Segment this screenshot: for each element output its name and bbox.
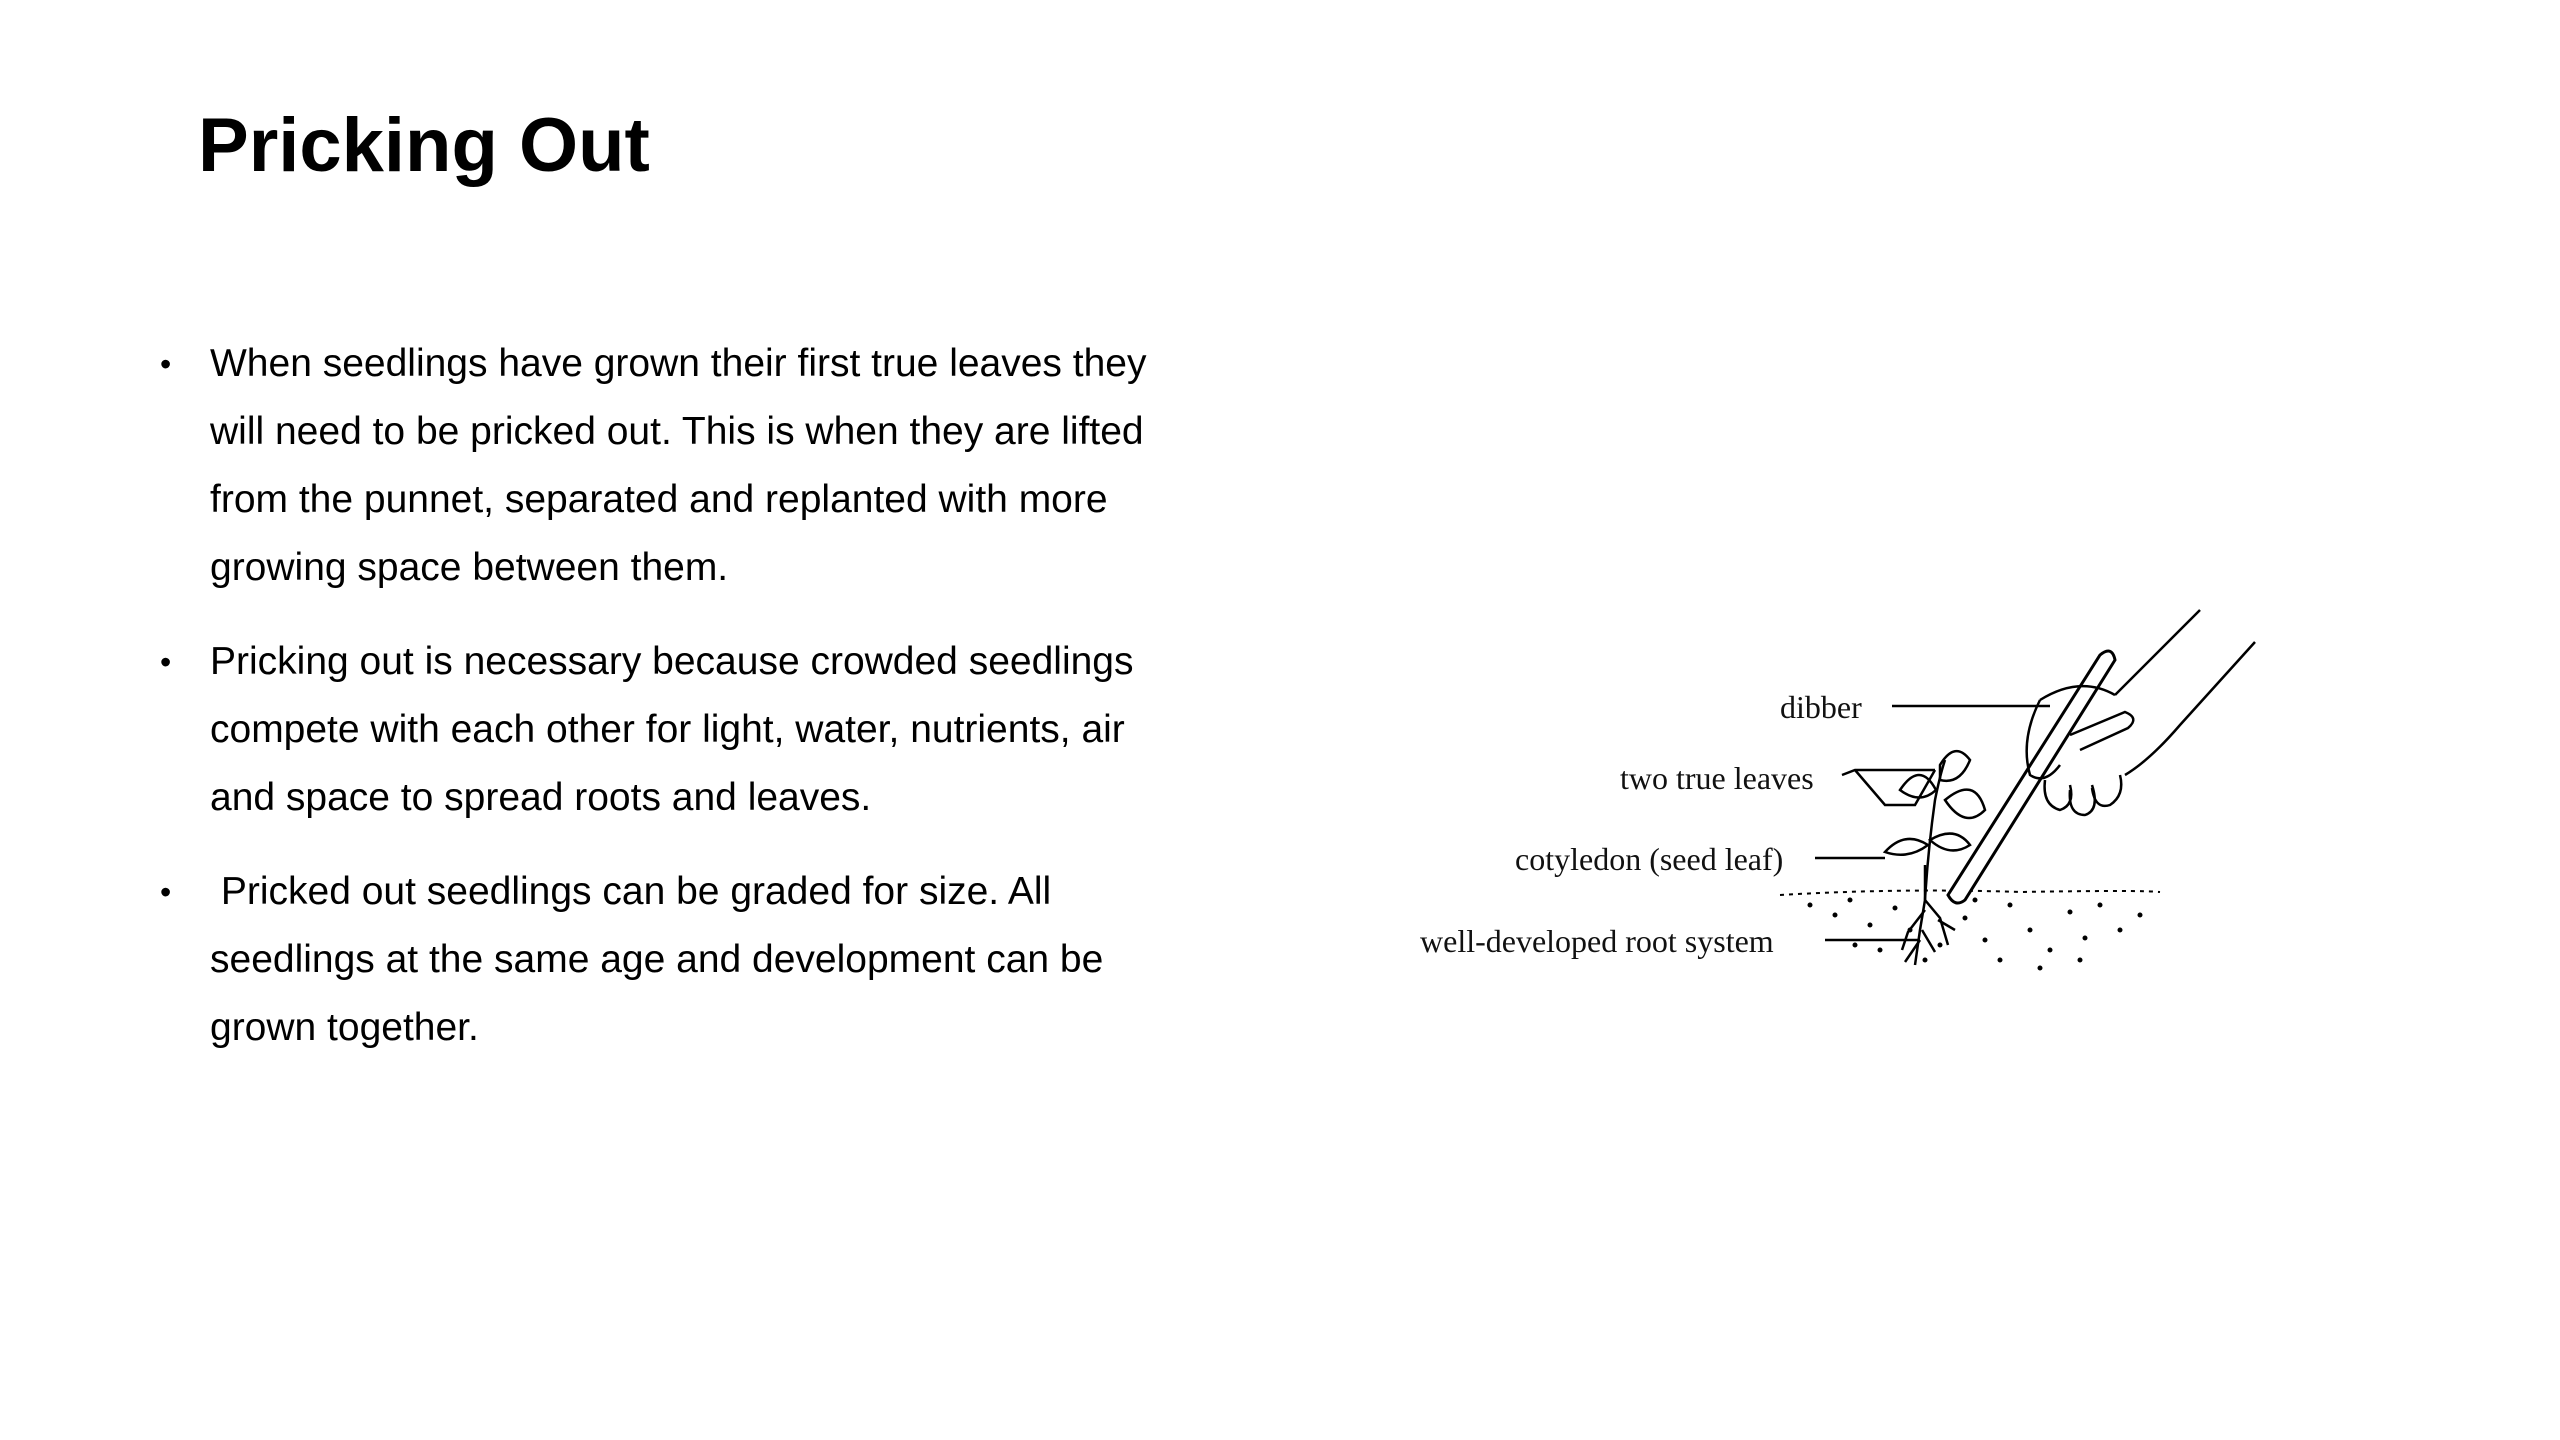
bullet-dot: • xyxy=(160,644,172,680)
label-cotyledon: cotyledon (seed leaf) xyxy=(1515,841,1784,877)
bullet-item xyxy=(160,628,1200,832)
bullet-text: Pricking out is necessary because crowded seedlings compete with each other for light, water, nutrients, air and space to spread roots and leaves. xyxy=(210,640,1134,819)
hand-illustration xyxy=(2027,610,2255,815)
bullet-list xyxy=(160,330,1200,1088)
bullet-dot: • xyxy=(160,874,172,910)
soil-illustration xyxy=(1780,891,2160,970)
bullet-item xyxy=(160,858,1200,1062)
bullet-text: When seedlings have grown their first true leaves they will need to be pricked out. This is when they are lifted from the punnet, separated and replanted with more growing space between them. xyxy=(210,342,1147,589)
label-root-system: well-developed root system xyxy=(1420,923,1774,959)
bullet-item xyxy=(160,330,1200,602)
bullet-text: Pricked out seedlings can be graded for size. All seedlings at the same age and development can be grown together. xyxy=(210,870,1115,1049)
root-illustration xyxy=(1902,865,1955,965)
label-dibber: dibber xyxy=(1780,689,1862,725)
label-true-leaves: two true leaves xyxy=(1620,760,1814,796)
bullet-dot: • xyxy=(160,346,172,382)
pricking-out-illustration xyxy=(1380,600,2360,1020)
slide-title: Pricking Out xyxy=(198,103,650,188)
